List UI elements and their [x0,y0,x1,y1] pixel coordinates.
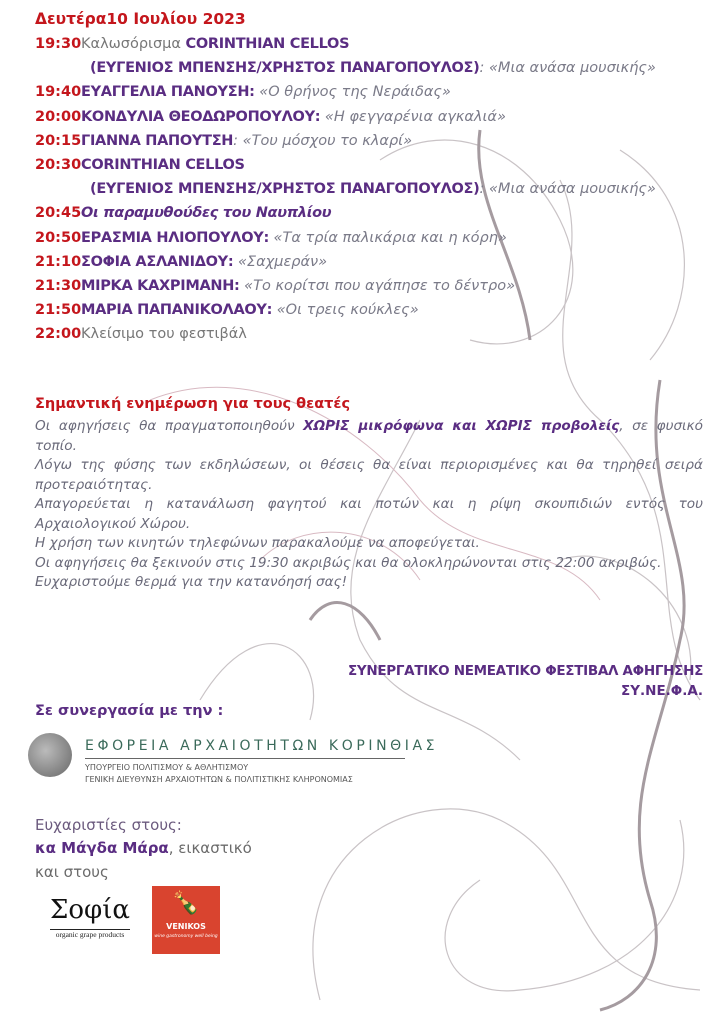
story-title: «Σαχμεράν» [233,253,328,270]
story-title: : «Μια ανάσα μουσικής» [479,60,656,77]
performer-name: ΣΟΦΙΑ ΑΣΛΑΝΙΔΟΥ: [81,253,234,270]
notice-heading: Σημαντική ενημέρωση για τους θεατές [35,396,351,412]
schedule-text: Κλείσιμο του φεστιβάλ [81,326,247,343]
schedule-item [35,83,451,101]
schedule-time: 20:50 [35,229,82,246]
notice-text [35,417,703,593]
partner-title: ΕΦΟΡΕΙΑ ΑΡΧΑΙΟΤΗΤΩΝ ΚΟΡΙΝΘΙΑΣ [85,738,439,754]
partner-label: Σε συνεργασία με την : [35,703,224,719]
thanks-others: και στους [35,863,109,881]
story-title: «Ο θρήνος της Νεράιδας» [254,84,451,101]
schedule-item [35,108,506,126]
event-date: Δευτέρα10 Ιουλίου 2023 [35,10,246,28]
schedule-item [35,253,327,271]
schedule-time: 21:10 [35,253,82,270]
schedule-time: 20:45 [35,205,82,222]
story-title: : «Του μόσχου το κλαρί» [233,132,413,149]
thanks-person-role: , εικαστικό [168,839,252,857]
schedule-time: 22:00 [35,326,82,343]
schedule-item [35,132,412,150]
story-title: «Οι τρεις κούκλες» [272,302,419,319]
partner-ministry: ΥΠΟΥΡΓΕΙΟ ΠΟΛΙΤΙΣΜΟΥ & ΑΘΛΗΤΙΣΜΟΥ [85,763,249,772]
schedule-time: 21:50 [35,302,82,319]
story-title: «Το κορίτσι που αγάπησε το δέντρο» [239,278,516,294]
schedule-item [90,180,656,198]
schedule-time: 20:00 [35,108,82,125]
partner-divider [85,758,405,759]
venikos-name: VENIKOS [166,922,206,931]
notice-paragraph: Οι αφηγήσεις θα ξεκινούν στις 19:30 ακριβώς και θα ολοκληρώνονται στις 22:00 ακριβώς. [35,554,662,571]
organizer-name: ΣΥΝΕΡΓΑΤΙΚΟ ΝΕΜΕΑΤΙΚΟ ΦΕΣΤΙΒΑΛ ΑΦΗΓΗΣΗΣ [347,663,703,679]
performer-name: Οι παραμυθούδες του Ναυπλίου [81,205,332,222]
organizer-abbr: ΣΥ.ΝΕ.Φ.Α. [621,683,703,699]
schedule-item [35,325,247,343]
story-title: : «Μια ανάσα μουσικής» [479,181,656,198]
performer-name: (ΕΥΓΕΝΙΟΣ ΜΠΕΝΣΗΣ/ΧΡΗΣΤΟΣ ΠΑΝΑΓΟΠΟΥΛΟΣ) [90,181,480,198]
schedule-item [90,59,656,77]
notice-paragraph: Ευχαριστούμε θερμά για την κατανόησή σας! [35,574,348,590]
thanks-person [35,839,252,857]
schedule-item [35,277,515,295]
performer-name: ΕΡΑΣΜΙΑ ΗΛΙΟΠΟΥΛΟΥ: [81,229,269,246]
schedule-text: Καλωσόρισμα [81,36,186,52]
partner-directorate: ΓΕΝΙΚΗ ΔΙΕΥΘΥΝΣΗ ΑΡΧΑΙΟΤΗΤΩΝ & ΠΟΛΙΤΙΣΤΙΚΗΣ ΚΛΗΡΟΝΟΜΙΑΣ [85,775,353,784]
schedule-time: 20:15 [35,132,82,149]
notice-emphasis: ΧΩΡΙΣ μικρόφωνα και ΧΩΡΙΣ προβολείς [303,418,620,434]
notice-paragraph: Η χρήση των κινητών τηλεφώνων παρακαλούμε να αποφεύγεται. [35,535,480,551]
schedule-time: 21:30 [35,278,82,294]
schedule-time: 19:40 [35,84,82,101]
notice-paragraph: Απαγορεύεται η κατανάλωση φαγητού και ποτών και η ρίψη σκουπιδιών εντός του Αρχαιολογικού Χώρου. [35,496,703,532]
schedule-item [35,156,245,174]
performer-name: (ΕΥΓΕΝΙΟΣ ΜΠΕΝΣΗΣ/ΧΡΗΣΤΟΣ ΠΑΝΑΓΟΠΟΥΛΟΣ) [90,60,480,77]
sofia-logo [50,893,130,953]
schedule-item [35,229,507,247]
schedule-item [35,204,331,222]
notice-text-part: , σε φυσικό τοπίο. [35,418,703,454]
performer-name: ΜΑΡΙΑ ΠΑΠΑΝΙΚΟΛΑΟΥ: [81,302,273,319]
coin-logo-icon [28,733,72,777]
venikos-tagline: wine gastronomy well being [154,934,218,939]
schedule-time: 20:30 [35,157,82,173]
story-title: «Τα τρία παλικάρια και η κόρη» [268,229,507,246]
thanks-person-name: κα Μάγδα Μάρα [35,839,169,857]
performer-name: ΜΙΡΚΑ ΚΑΧΡΙΜΑΝΗ: [81,278,240,294]
schedule-item [35,35,349,53]
wine-bottle-icon: 🍾 [172,891,200,916]
performer-name: ΕΥΑΓΓΕΛΙΑ ΠΑΝΟΥΣΗ: [81,84,255,101]
performer-name: CORINTHIAN CELLOS [81,157,245,173]
sofia-tagline: organic grape products [50,929,130,939]
story-title: «Η φεγγαρένια αγκαλιά» [320,108,506,125]
venikos-logo [152,886,220,954]
performer-name: CORINTHIAN CELLOS [185,36,350,52]
performer-name: ΓΙΑΝΝΑ ΠΑΠΟΥΤΣΗ [81,132,234,149]
thanks-heading: Ευχαριστίες στους: [35,816,182,834]
schedule-item [35,301,419,319]
performer-name: ΚΟΝΔΥΛΙΑ ΘΕΟΔΩΡΟΠΟΥΛΟΥ: [81,108,321,125]
notice-paragraph [35,417,703,456]
notice-text-part: Οι αφηγήσεις θα πραγματοποιηθούν [35,418,304,434]
schedule-time: 19:30 [35,36,82,52]
sofia-logo-mark: Σοφία [50,895,130,925]
notice-paragraph: Λόγω της φύσης των εκδηλώσεων, οι θέσεις θα είναι περιορισμένες και θα τηρηθεί σειρά προτεραιότητας. [35,457,703,493]
